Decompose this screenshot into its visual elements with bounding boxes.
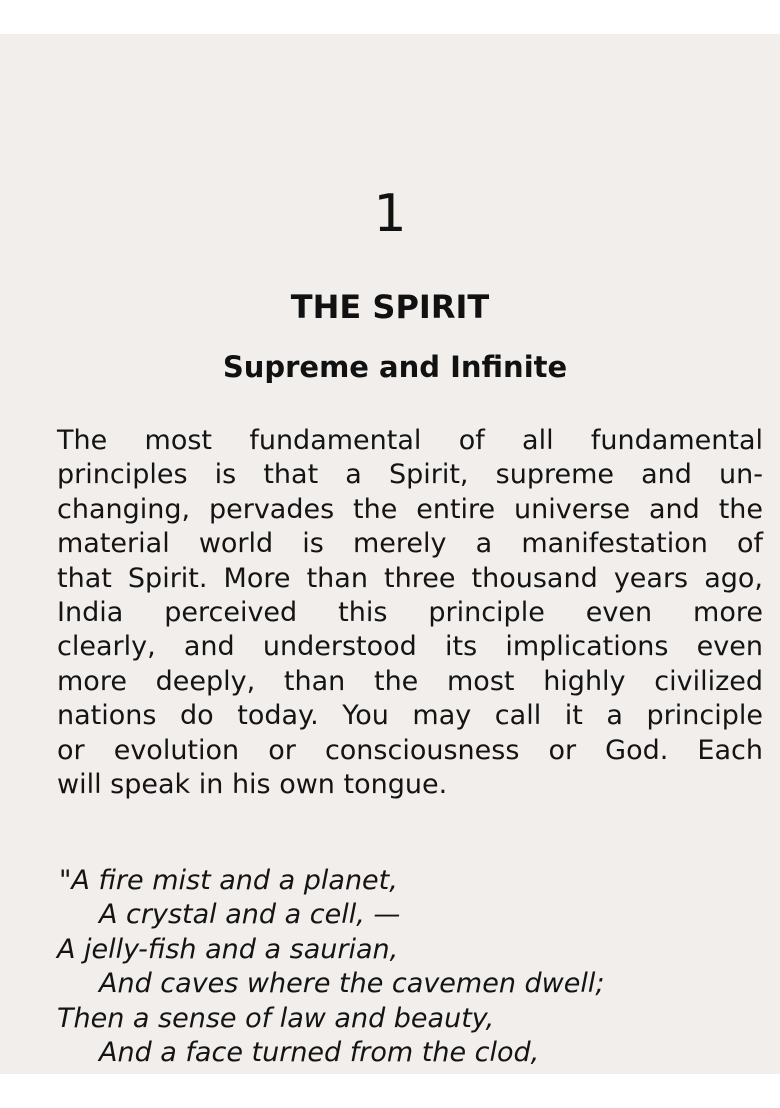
paragraph-line: material world is merely a manifestation of	[57, 528, 763, 560]
poem-line: Then a sense of law and beauty,	[57, 1002, 495, 1034]
paragraph-line: changing, pervades the entire universe and the	[57, 493, 763, 525]
poem-line: And a face turned from the clod,	[99, 1037, 540, 1069]
poem-line: A crystal and a cell, —	[99, 899, 401, 931]
chapter-subtitle: Supreme and Infinite	[222, 350, 568, 384]
poem-line: "A fire mist and a planet,	[59, 865, 398, 896]
paragraph-line: clearly, and understood its implications even	[57, 631, 763, 663]
poem-line: And caves where the cavemen dwell;	[99, 968, 605, 1000]
paragraph-line: India perceived this principle even more	[57, 597, 763, 629]
body-paragraph	[57, 424, 763, 802]
paragraph-line: will speak in his own tongue.	[57, 769, 448, 801]
paragraph-line: principles is that a Spirit, supreme and un-	[57, 459, 763, 491]
paragraph-line: The most fundamental of all fundamental	[57, 425, 763, 456]
poem-quote	[57, 864, 763, 1070]
paragraph-line: or evolution or consciousness or God. Each	[57, 734, 763, 766]
chapter-number: 1	[373, 184, 407, 244]
poem-line: A jelly-fish and a saurian,	[57, 933, 399, 965]
book-page	[0, 34, 780, 1074]
paragraph-line: that Spirit. More than three thousand years ago,	[57, 562, 763, 594]
paragraph-line: nations do today. You may call it a principle	[57, 700, 763, 732]
chapter-title: THE SPIRIT	[290, 288, 490, 326]
paragraph-line: more deeply, than the most highly civilized	[57, 665, 763, 697]
